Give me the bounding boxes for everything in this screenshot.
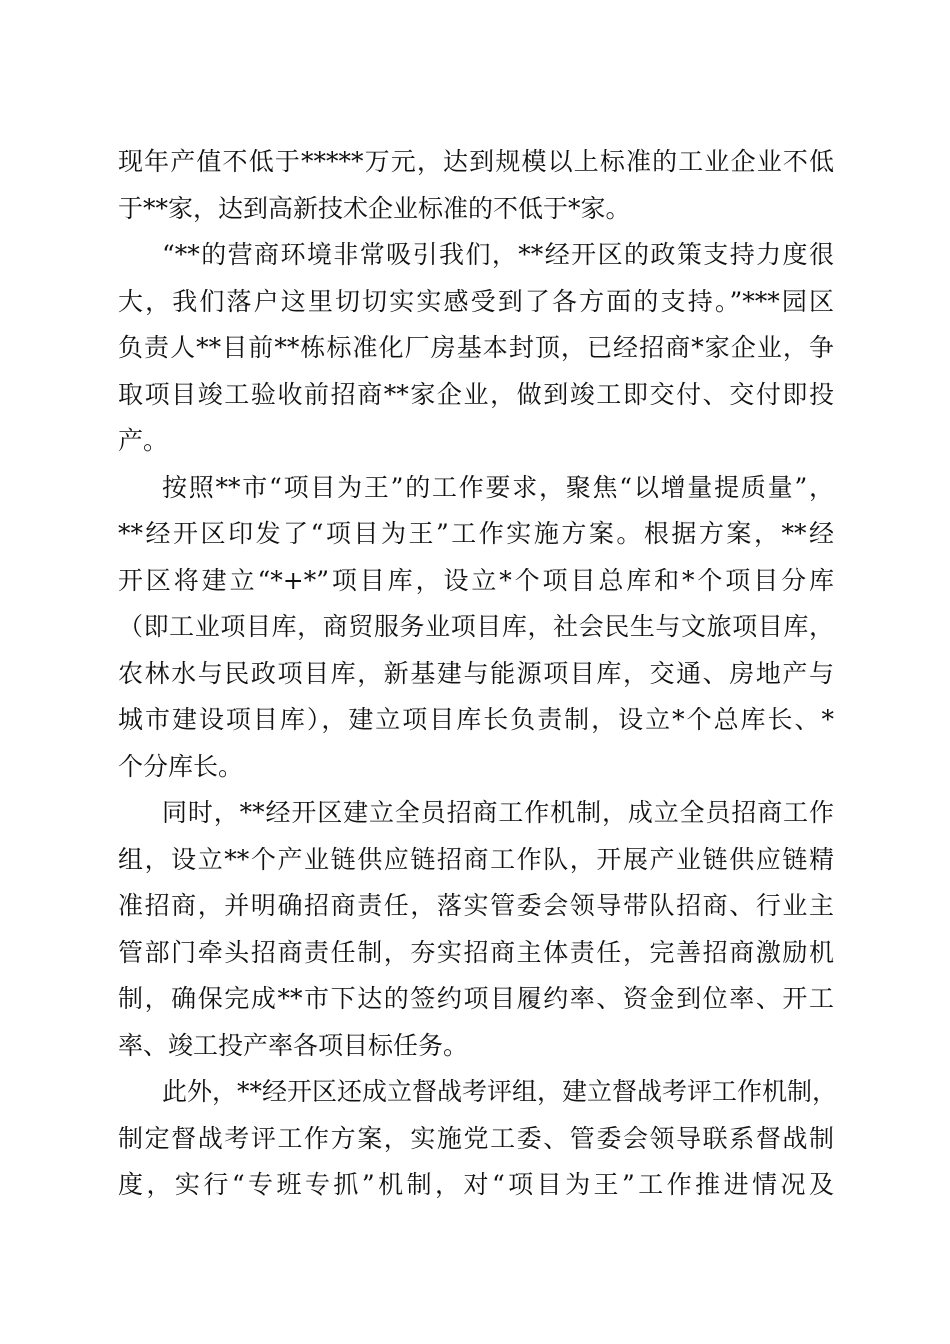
text-line: 率、竣工投产率各项目标任务。 <box>118 1030 469 1060</box>
text-line: 按照**市“项目为王”的工作要求，聚焦“以增量提质量”， <box>162 472 834 502</box>
text-line: 组，设立**个产业链供应链招商工作队，开展产业链供应链精 <box>118 844 834 874</box>
text-line: 度，实行“专班专抓”机制，对“项目为王”工作推进情况及 <box>118 1170 834 1199</box>
text-line: （即工业项目库，商贸服务业项目库，社会民生与文旅项目库， <box>118 612 834 641</box>
text-line: 制，确保完成**市下达的签约项目履约率、资金到位率、开工 <box>118 984 834 1013</box>
text-line: 于**家，达到高新技术企业标准的不低于*家。 <box>118 193 631 223</box>
text-line: 准招商，并明确招商责任，落实管委会领导带队招商、行业主 <box>118 891 834 920</box>
text-line: 大，我们落户这里切切实实感受到了各方面的支持。”***园区 <box>118 286 834 316</box>
paragraph-supervision-group <box>118 1069 838 1209</box>
paragraph-business-environment-quote <box>118 232 834 465</box>
text-line: 管部门牵头招商责任制，夯实招商主体责任，完善招商激励机 <box>118 937 834 967</box>
text-line: 产。 <box>118 426 169 455</box>
paragraph-investment-mechanism <box>118 790 834 1069</box>
text-line: 个分库长。 <box>118 751 244 781</box>
document-body <box>118 139 838 1209</box>
text-line: “**的营商环境非常吸引我们，**经开区的政策支持力度很 <box>162 240 834 269</box>
text-line: 农林水与民政项目库，新基建与能源项目库，交通、房地产与 <box>118 658 834 688</box>
text-line: 开区将建立“*+*”项目库，设立*个项目总库和*个项目分库 <box>118 565 834 595</box>
paragraph-project-plan <box>118 465 834 791</box>
text-line: 取项目竣工验收前招商**家企业，做到竣工即交付、交付即投 <box>118 379 834 409</box>
text-line: 现年产值不低于*****万元，达到规模以上标准的工业企业不低 <box>118 147 834 176</box>
text-line: 城市建设项目库），建立项目库长负责制，设立*个总库长、* <box>118 705 834 734</box>
text-line: 负责人**目前**栋标准化厂房基本封顶，已经招商*家企业，争 <box>118 333 834 362</box>
text-line: 此外，**经开区还成立督战考评组，建立督战考评工作机制， <box>162 1077 838 1106</box>
text-line: **经开区印发了“项目为王”工作实施方案。根据方案，**经 <box>118 519 834 548</box>
text-line: 同时，**经开区建立全员招商工作机制，成立全员招商工作 <box>162 798 834 827</box>
text-line: 制定督战考评工作方案，实施党工委、管委会领导联系督战制 <box>118 1123 834 1153</box>
paragraph-output-targets <box>118 139 834 232</box>
